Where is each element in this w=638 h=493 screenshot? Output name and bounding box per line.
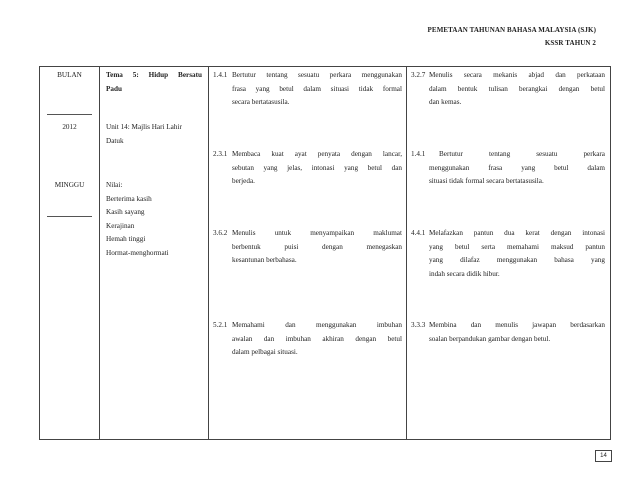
standard-line: yang dilafaz menggunakan bahasa yang <box>429 256 605 265</box>
value-item: Hormat-menghormati <box>106 248 169 257</box>
standard-line: berjeda. <box>232 177 255 186</box>
standard-line: Membina dan menulis jawapan berdasarkan <box>429 321 605 329</box>
standard-code: 1.4.1 <box>213 71 228 79</box>
standard-code: 3.3.3 <box>411 321 426 329</box>
standard-line: situasi tidak formal secara bertatasusila. <box>429 177 544 186</box>
value-item: Hemah tinggi <box>106 235 146 244</box>
standard-line: sebutan yang jelas, intonasi yang betul dan <box>232 163 402 172</box>
learning-standard <box>429 148 605 189</box>
document-header <box>428 24 596 50</box>
standard-code: 3.2.7 <box>411 71 426 79</box>
value-item: Kasih sayang <box>106 208 145 217</box>
standard-code: 3.6.2 <box>213 229 228 237</box>
standard-line: Membaca kuat ayat penyata dengan lancar, <box>232 150 402 158</box>
column-divider <box>208 67 209 439</box>
learning-standard <box>232 227 402 268</box>
unit-block <box>106 121 202 148</box>
values-label: Nilai: <box>106 181 123 189</box>
standard-code: 2.3.1 <box>213 150 228 158</box>
theme-block <box>106 69 202 96</box>
unit-line: Unit 14: Majlis Hari Lahir <box>106 123 182 131</box>
standard-line: secara bertatasusila. <box>232 98 290 107</box>
standard-line: dalam pelbagai situasi. <box>232 348 298 357</box>
learning-standard <box>232 319 402 360</box>
standard-line: menggunakan frasa yang betul dalam <box>429 163 605 172</box>
column-divider <box>99 67 100 439</box>
learning-standard <box>232 69 402 110</box>
minggu-label: MINGGU <box>54 181 85 189</box>
standard-code: 4.4.1 <box>411 229 426 237</box>
bulan-blank-line <box>47 114 92 115</box>
bulan-label: BULAN <box>57 71 82 79</box>
standard-line: Memahami dan menggunakan imbuhan <box>232 321 402 329</box>
standard-line: indah secara didik hibur. <box>429 269 500 278</box>
standard-line: Melafazkan pantun dua kerat dengan intonasi <box>429 229 605 237</box>
header-title: PEMETAAN TAHUNAN BAHASA MALAYSIA (SJK) <box>427 26 596 34</box>
learning-standard <box>429 69 605 110</box>
yearly-plan-table <box>39 66 611 440</box>
theme-line: Tema 5: Hidup Bersatu <box>106 71 202 79</box>
standard-code: 5.2.1 <box>213 321 228 329</box>
header-subtitle: KSSR TAHUN 2 <box>544 39 596 47</box>
value-item: Berterima kasih <box>106 194 152 203</box>
unit-line: Datuk <box>106 136 124 145</box>
standard-line: kesantunan berbahasa. <box>232 256 297 265</box>
standard-line: dan kemas. <box>429 98 462 107</box>
standard-line: Menulis secara mekanis abjad dan perkataan <box>429 71 605 79</box>
page-number: 14 <box>595 450 612 462</box>
learning-standard <box>429 227 605 281</box>
value-item: Kerajinan <box>106 221 135 230</box>
standard-line: awalan dan imbuhan akhiran dengan betul <box>232 334 402 343</box>
standard-line: frasa yang betul dalam situasi tidak formal <box>232 84 402 93</box>
standard-line: Menulis untuk menyampaikan maklumat <box>232 229 402 237</box>
values-block <box>106 179 202 261</box>
standard-line: Bertutur tentang sesuatu perkara <box>439 150 605 158</box>
column-divider <box>406 67 407 439</box>
standard-line: yang betul serta memahami maksud pantun <box>429 242 605 251</box>
standard-line: dalam bentuk tulisan berangkai dengan betul <box>429 84 605 93</box>
theme-line: Padu <box>106 84 122 93</box>
minggu-blank-line <box>47 216 92 217</box>
learning-standard <box>232 148 402 189</box>
learning-standard <box>429 319 605 346</box>
standard-line: Bertutur tentang sesuatu perkara menggunakan <box>232 71 402 79</box>
standard-line: soalan berpandukan gambar dengan betul. <box>429 334 551 343</box>
standard-code: 1.4.1 <box>411 150 426 158</box>
year-label: 2012 <box>62 123 77 131</box>
standard-line: berbentuk puisi dengan menegaskan <box>232 242 402 251</box>
